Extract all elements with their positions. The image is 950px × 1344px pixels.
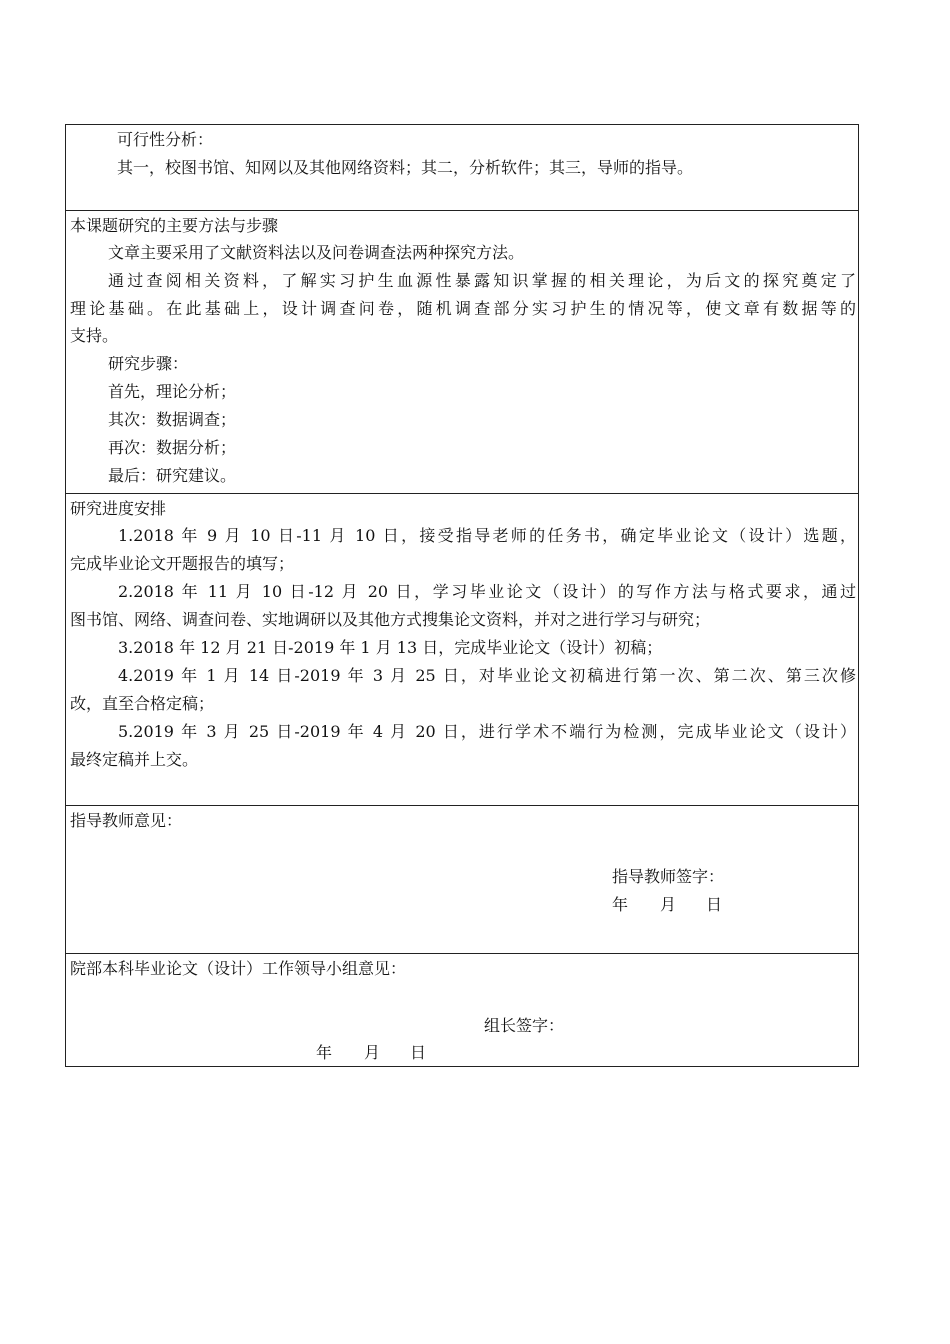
advisor-opinion-section	[66, 806, 858, 954]
methods-paragraph-2-line-3: 支持。	[70, 326, 119, 345]
schedule-item-4-line-1: 4.2019 年 1 月 14 日-2019 年 3 月 25 日，对毕业论文初稿进行第一次、第二次、第三次修	[118, 666, 856, 685]
methods-paragraph-2-line-2: 理论基础。在此基础上，设计调查问卷，随机调查部分实习护生的情况等，使文章有数据等的	[70, 299, 856, 318]
schedule-item-2-line-1: 2.2018 年 11 月 10 日-12 月 20 日，学习毕业论文（设计）的写作方法与格式要求，通过	[118, 582, 856, 601]
committee-opinion-section	[66, 954, 858, 1066]
schedule-section	[66, 494, 858, 806]
advisor-signature-label: 指导教师签字：	[612, 867, 725, 886]
feasibility-heading: 可行性分析：	[117, 130, 214, 149]
schedule-item-1-line-1: 1.2018 年 9 月 10 日-11 月 10 日，接受指导老师的任务书，确定毕业论文（设计）选题，	[118, 526, 856, 545]
step-item: 最后：研究建议。	[108, 466, 237, 485]
advisor-date-line	[612, 894, 722, 916]
step-item: 首先，理论分析；	[108, 382, 237, 401]
committee-signature-label: 组长签字：	[484, 1016, 565, 1035]
committee-date-month: 月	[364, 1043, 381, 1062]
methods-section	[66, 211, 858, 494]
methods-heading: 本课题研究的主要方法与步骤	[70, 216, 279, 235]
advisor-date-year: 年	[612, 895, 629, 914]
committee-date-line	[316, 1042, 426, 1064]
schedule-item-4-line-2: 改，直至合格定稿；	[70, 694, 215, 713]
feasibility-section	[66, 125, 858, 211]
schedule-item-2-line-2: 图书馆、网络、调查问卷、实地调研以及其他方式搜集论文资料，并对之进行学习与研究；	[70, 610, 711, 629]
step-item: 其次：数据调查；	[108, 410, 237, 429]
advisor-date-day: 日	[706, 895, 723, 914]
schedule-item-5-line-1: 5.2019 年 3 月 25 日-2019 年 4 月 20 日，进行学术不端行为检测，完成毕业论文（设计）	[118, 722, 856, 741]
schedule-item-3: 3.2018 年 12 月 21 日-2019 年 1 月 13 日，完成毕业论文（设计）初稿；	[118, 638, 663, 657]
proposal-form-table	[65, 124, 859, 1067]
feasibility-body: 其一，校图书馆、知网以及其他网络资料；其二，分析软件；其三，导师的指导。	[117, 158, 694, 177]
methods-paragraph-2-line-1: 通过查阅相关资料，了解实习护生血源性暴露知识掌握的相关理论，为后文的探究奠定了	[108, 271, 856, 290]
steps-heading: 研究步骤：	[108, 354, 189, 373]
step-item: 再次：数据分析；	[108, 438, 237, 457]
schedule-item-5-line-2: 最终定稿并上交。	[70, 750, 199, 769]
advisor-opinion-heading: 指导教师意见：	[70, 811, 183, 830]
schedule-item-1-line-2: 完成毕业论文开题报告的填写；	[70, 554, 295, 573]
committee-date-year: 年	[316, 1043, 333, 1062]
advisor-date-month: 月	[660, 895, 677, 914]
methods-paragraph-1: 文章主要采用了文献资料法以及问卷调查法两种探究方法。	[108, 243, 525, 262]
committee-date-day: 日	[410, 1043, 427, 1062]
committee-opinion-heading: 院部本科毕业论文（设计）工作领导小组意见：	[70, 959, 407, 978]
schedule-heading: 研究进度安排	[70, 499, 167, 518]
